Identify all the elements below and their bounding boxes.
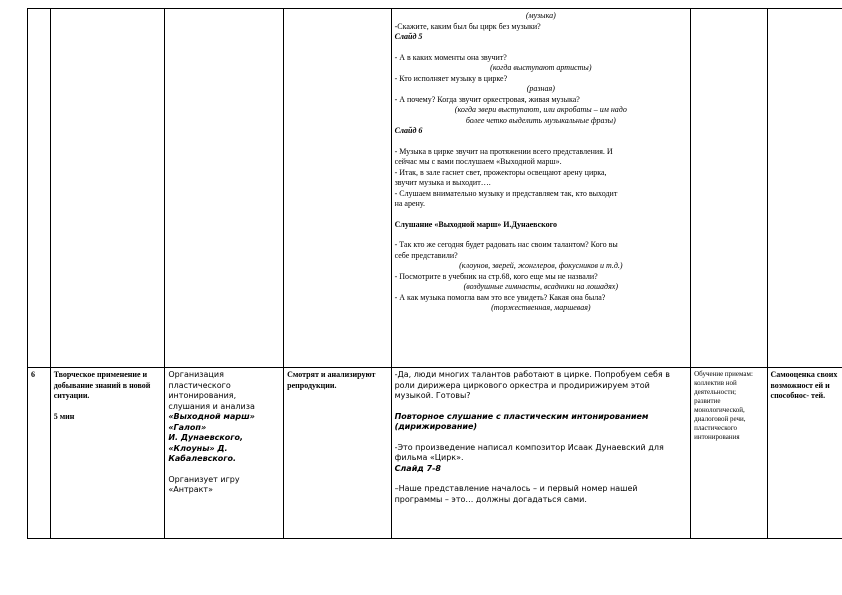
work-title: «Выходной марш»	[168, 412, 255, 421]
spacer	[395, 210, 688, 220]
row-number: 6	[28, 368, 51, 539]
teacher-closing: Организует игру «Антракт»	[168, 474, 240, 494]
content-heading: Повторное слушание с пластическим интонированием (дирижирование)	[394, 411, 649, 431]
content-cell	[391, 368, 691, 539]
content-line: (торжественная, маршевая)	[491, 303, 591, 312]
content-cell	[391, 9, 691, 368]
lesson-table	[27, 8, 842, 539]
students-cell	[284, 9, 391, 368]
content-line: себе представили?	[394, 250, 458, 260]
content-paragraph: –Наше представление началось – и первый номер нашей программы – это… должны догадаться сами.	[394, 484, 638, 504]
content-line: - Посмотрите в учебник на стр.68, кого еще мы не назвали?	[394, 271, 598, 281]
content-line: звучит музыка и выходит….	[394, 178, 491, 187]
content-line: Слушание «Выходной марш» И.Дунаевского	[394, 219, 558, 229]
stage-cell	[50, 9, 165, 368]
uud-cell	[691, 9, 767, 368]
spacer	[395, 230, 688, 240]
content-line: (разная)	[526, 84, 555, 93]
content-line: (воздушные гимнасты, всадники на лошадях)	[463, 282, 619, 291]
content-line: - А в каких моменты она звучит?	[394, 52, 507, 62]
content-line: - А как музыка помогла вам это все увидеть? Какая она была?	[394, 292, 606, 302]
uud-text: Обучение приемам: коллектив ной деятельности; развитие монологической, диалоговой речи, пластического интонирования	[694, 370, 753, 441]
work-title: И. Дунаевского,	[168, 433, 244, 442]
content-line: (музыка)	[525, 11, 556, 20]
uud-text-2: Самооценка своих возможност ей и способнос- тей.	[770, 370, 838, 400]
content-line: сейчас мы с вами послушаем «Выходной марш».	[394, 157, 562, 166]
number-cell	[28, 9, 51, 368]
content-line: - Кто исполняет музыку в цирке?	[394, 73, 508, 83]
students-cell	[284, 368, 391, 539]
content-line: (когда выступают артисты)	[490, 63, 592, 72]
content-line: - Слушаем внимательно музыку и представляем так, кто выходит	[394, 188, 618, 198]
work-title: «Галоп»	[168, 422, 207, 432]
content-line: - Итак, в зале гаснет свет, прожекторы освещают арену цирка,	[394, 167, 607, 177]
content-line: (когда звери выступают, или акробаты – им надо	[454, 105, 627, 114]
stage-text: Творческое применение и добывание знаний в новой ситуации.	[53, 370, 151, 400]
teacher-cell	[165, 368, 284, 539]
spacer	[395, 137, 688, 147]
table-row	[28, 368, 842, 539]
content-line: Слайд 6	[394, 126, 423, 135]
content-line: - Так кто же сегодня будет радовать нас своим талантом? Кого вы	[394, 240, 618, 249]
content-line: - А почему? Когда звучит оркестровая, живая музыка?	[394, 94, 580, 104]
table-row	[28, 9, 842, 368]
teacher-cell	[165, 9, 284, 368]
work-title: «Клоуны» Д. Кабалевского.	[168, 443, 237, 463]
content-line: (клоунов, зверей, жонглеров, фокусников и т.д.)	[459, 261, 623, 270]
slide-label: Слайд 7-8	[394, 463, 441, 473]
content-paragraph: -Это произведение написал композитор Исаак Дунаевский для фильма «Цирк».	[394, 442, 664, 462]
content-line: Слайд 5	[394, 32, 423, 41]
stage-cell	[50, 368, 165, 539]
content-line: - Музыка в цирке звучит на протяжении всего представления. И	[394, 146, 613, 156]
uud-cell-2	[767, 9, 842, 368]
content-paragraph: -Да, люди многих талантов работают в цирке. Попробуем себя в роли дирижера циркового оркестра и продирижируем этой музыкой. Готовы?	[394, 370, 671, 400]
content-line: более четко выделить музыкальные фразы)	[465, 115, 616, 125]
teacher-intro: Организация пластического интонирования, слушания и анализа	[168, 370, 255, 411]
content-line: на арену.	[394, 199, 425, 208]
uud-cell	[691, 368, 767, 539]
uud-cell-2	[767, 368, 842, 539]
content-line: -Скажите, каким был бы цирк без музыки?	[394, 21, 541, 31]
students-text: Смотрят и анализируют репродукции.	[287, 370, 376, 390]
stage-time: 5 мин	[53, 411, 75, 421]
spacer	[395, 43, 688, 53]
